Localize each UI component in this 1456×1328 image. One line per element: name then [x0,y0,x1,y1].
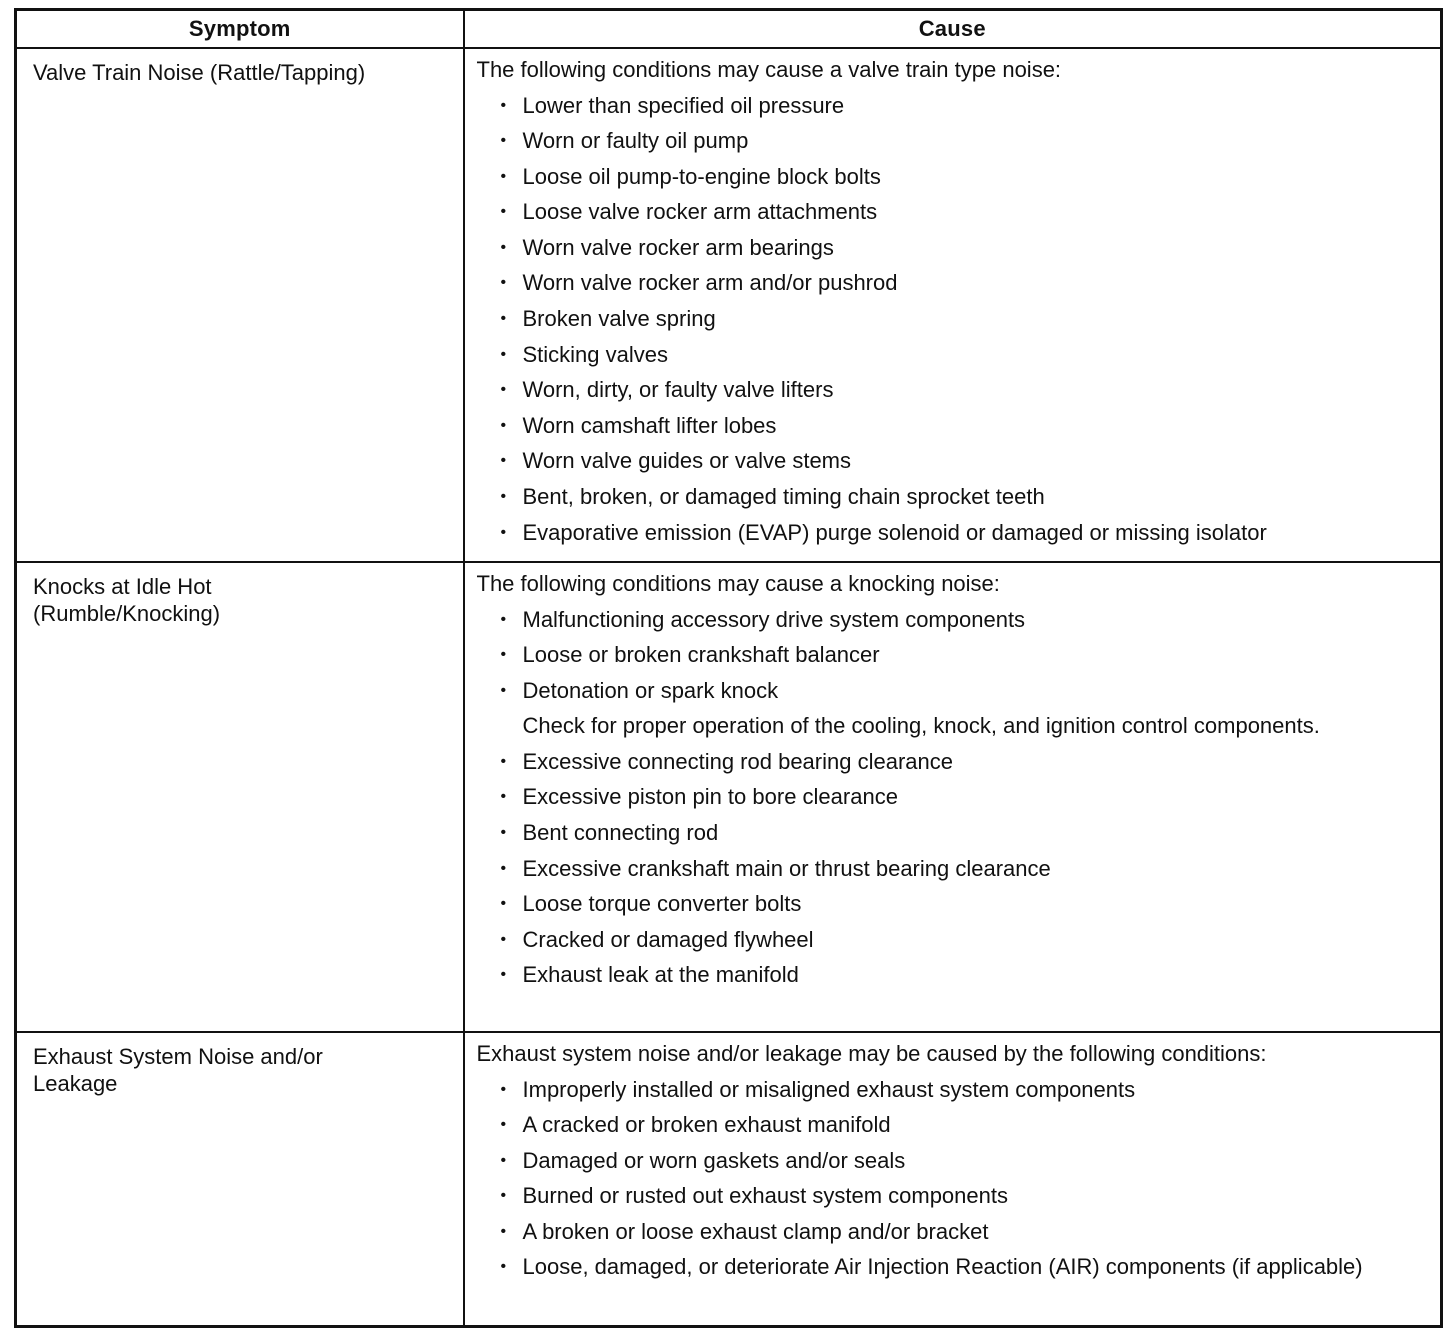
cause-cell [464,1032,1442,1327]
bullet-dot-icon: • [500,859,507,877]
cause-intro: The following conditions may cause a valve train type noise: [476,57,1062,82]
cause-item [501,856,1431,882]
cause-item [501,1148,1431,1174]
cause-item-text: Sticking valves [522,341,669,367]
bullet-dot-icon: • [500,646,507,664]
cause-item-text: Excessive crankshaft main or thrust bearing clearance [522,855,1051,881]
symptom-text-line: Exhaust System Noise and/or [33,1044,323,1069]
cause-list [477,607,1431,989]
symptom-text-line: (Rumble/Knocking) [33,601,221,626]
header-row [16,10,1442,49]
cause-item [501,1077,1431,1103]
cause-item-text: Worn valve guides or valve stems [522,448,852,474]
symptom-cell [16,1032,464,1327]
bullet-dot-icon: • [500,310,507,328]
cause-item [501,448,1431,474]
table-header [16,10,1442,49]
cause-item [501,1254,1431,1280]
cause-item [501,270,1431,296]
cause-item [501,235,1431,261]
bullet-dot-icon: • [500,488,507,506]
cause-item-text: Evaporative emission (EVAP) purge solenoid or damaged or missing isolator [522,519,1267,545]
cause-item-text: Worn valve rocker arm bearings [522,234,834,260]
cause-item-text: Burned or rusted out exhaust system components [522,1183,1008,1209]
cause-item-text: Worn camshaft lifter lobes [522,412,777,438]
cause-item [501,306,1431,332]
bullet-dot-icon: • [500,1258,507,1276]
cause-item [501,377,1431,403]
bullet-dot-icon: • [500,238,507,256]
cause-list [477,93,1431,546]
bullet-dot-icon: • [500,167,507,185]
cause-item [501,642,1431,668]
cause-item [501,1183,1431,1209]
cause-intro: The following conditions may cause a knocking noise: [476,571,1000,596]
cause-item [501,342,1431,368]
bullet-dot-icon: • [500,788,507,806]
cause-item-text: Cracked or damaged flywheel [522,926,814,952]
bullet-dot-icon: • [500,381,507,399]
cause-item [501,784,1431,810]
bullet-dot-icon: • [500,1080,507,1098]
cause-list [477,1077,1431,1281]
cause-item-text: Loose, damaged, or deteriorate Air Injection Reaction (AIR) components (if applicable) [522,1254,1363,1280]
cause-item-text: Damaged or worn gaskets and/or seals [522,1147,906,1173]
bullet-dot-icon: • [500,203,507,221]
cause-item-text: Worn valve rocker arm and/or pushrod [522,270,898,296]
cause-item [501,820,1431,846]
bullet-dot-icon: • [500,752,507,770]
cause-item [501,927,1431,953]
cause-item [501,484,1431,510]
cause-item [501,1219,1431,1245]
cause-item-text: Bent connecting rod [522,820,719,846]
bullet-dot-icon: • [500,523,507,541]
cause-note [501,713,1431,739]
cause-item-text: Loose or broken crankshaft balancer [522,642,880,668]
bullet-dot-icon: • [500,132,507,150]
symptom-cell [16,48,464,562]
cause-item-text: Excessive piston pin to bore clearance [522,784,898,810]
cause-item-text: Malfunctioning accessory drive system components [522,606,1026,632]
cause-cell [464,562,1442,1032]
bullet-dot-icon: • [500,610,507,628]
cause-item-text: Lower than specified oil pressure [522,92,845,118]
cause-item [501,199,1431,225]
cause-item-text: Loose torque converter bolts [522,891,802,917]
cause-intro: Exhaust system noise and/or leakage may be caused by the following conditions: [476,1041,1267,1066]
cause-item [501,962,1431,988]
cause-header: Cause [464,10,1442,49]
cause-item-text: A cracked or broken exhaust manifold [522,1112,891,1138]
table-body [16,48,1442,1327]
bullet-dot-icon: • [500,824,507,842]
bullet-dot-icon: • [500,930,507,948]
cause-item-text: Improperly installed or misaligned exhaust system components [522,1076,1136,1102]
cause-item [501,891,1431,917]
bullet-dot-icon: • [500,416,507,434]
symptom-text: Valve Train Noise (Rattle/Tapping) [33,60,366,85]
symptom-text-line: Leakage [33,1071,118,1096]
cause-item-text: Exhaust leak at the manifold [522,962,799,988]
cause-item [501,164,1431,190]
bullet-dot-icon: • [500,274,507,292]
symptom-cause-table [14,8,1443,1328]
symptom-text-line: Knocks at Idle Hot [33,574,212,599]
cause-item [501,607,1431,633]
bullet-dot-icon: • [500,1187,507,1205]
table-row [16,562,1442,1032]
cause-item-text: Worn or faulty oil pump [522,128,749,154]
table-row [16,1032,1442,1327]
cause-item-text: Bent, broken, or damaged timing chain sprocket teeth [522,484,1045,510]
cause-item [501,678,1431,704]
bullet-dot-icon: • [500,895,507,913]
cause-item-text: Loose oil pump-to-engine block bolts [522,163,881,189]
symptom-cell [16,562,464,1032]
bullet-dot-icon: • [500,1222,507,1240]
cause-item [501,520,1431,546]
bullet-dot-icon: • [500,345,507,363]
cause-item-text: Worn, dirty, or faulty valve lifters [522,377,834,403]
symptom-header: Symptom [16,10,464,49]
cause-item [501,128,1431,154]
bullet-dot-icon: • [500,1151,507,1169]
cause-item-text: A broken or loose exhaust clamp and/or bracket [522,1218,989,1244]
bullet-dot-icon: • [500,1116,507,1134]
bullet-dot-icon: • [500,96,507,114]
cause-item [501,749,1431,775]
cause-note-text: Check for proper operation of the cooling, knock, and ignition control components. [522,713,1320,739]
cause-item-text: Detonation or spark knock [522,677,779,703]
bullet-dot-icon: • [500,966,507,984]
cause-item-text: Excessive connecting rod bearing clearance [522,748,953,774]
bullet-dot-icon: • [500,452,507,470]
cause-cell [464,48,1442,562]
table-row [16,48,1442,562]
cause-item [501,93,1431,119]
cause-item-text: Broken valve spring [522,306,716,332]
cause-item [501,1112,1431,1138]
cause-item-text: Loose valve rocker arm attachments [522,199,878,225]
bullet-dot-icon: • [500,681,507,699]
cause-item [501,413,1431,439]
